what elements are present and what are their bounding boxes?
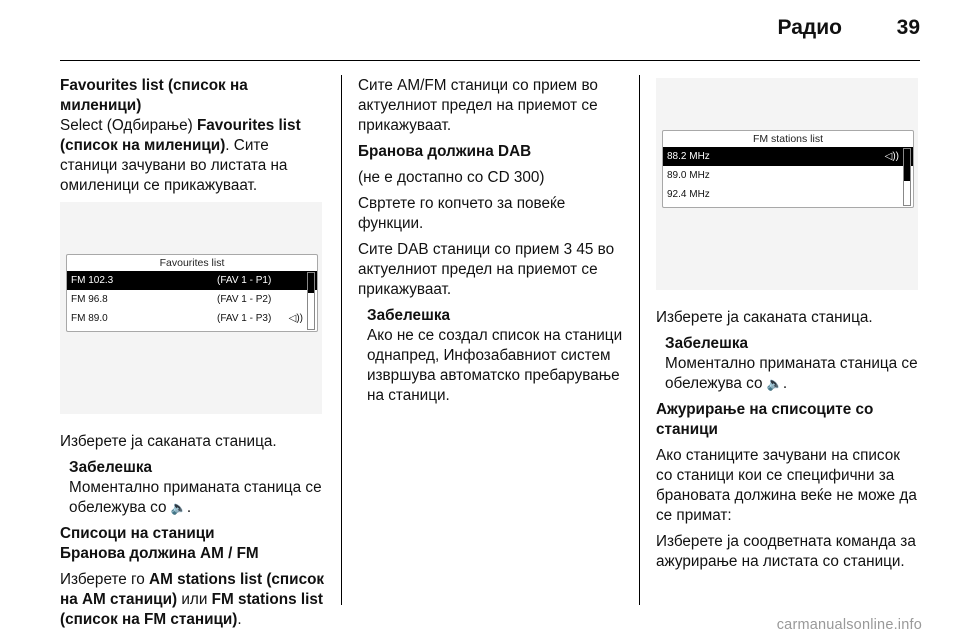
column-divider [639,75,640,605]
page-header [0,0,960,60]
update-lists-heading: Ажурирање на списоците со станици [656,401,874,438]
fm-list-screenshot [656,78,918,290]
dab-availability: (не е достапно со CD 300) [358,169,545,186]
note-text: Ако не се создал список на станици однапред, Инфозабавниот систем извршува автоматско пребарување на станици. [367,327,623,404]
note-text: Моментално примaната станица се обележува со 🔈. [665,355,918,392]
column-divider [341,75,342,605]
scrollbar [903,148,911,206]
update-condition: Ако станиците зачувани на список со станици кои се специфични за брановата должина веќе не може да се примат: [656,447,917,524]
display-title: Favourites list [159,257,225,269]
note-block [358,306,626,406]
update-instruction: Изберете ја соодветната команда за ажурирање на листата со станици. [656,533,916,570]
speaker-icon: 🔈 [170,500,187,515]
scrollbar-thumb [308,273,314,293]
scrollbar-thumb [904,149,910,181]
list-item: FM 96.8 (FAV 1 - P2) [71,294,272,305]
note-title: Забелешка [69,459,152,476]
list-item: 89.0 MHz [667,170,710,181]
note-title: Забелешка [665,335,748,352]
select-station-text: Изберете ја саканата станица. [60,433,277,450]
display-title: FM stations list [752,133,823,145]
favourites-heading: Favourites list (список на миленици) [60,77,248,114]
list-item: 88.2 MHz ◁)) [663,147,913,166]
favourites-paragraph: Select (Одбирање) Favourites list (список на миленици). Сите станици зачувани во листата на омиленици се прикажуваат. [60,117,301,194]
station-lists-heading: Списоци на станици [60,525,215,542]
favourites-screenshot [60,202,322,414]
note-block [60,458,330,518]
speaker-icon: ◁)) [884,151,899,162]
favourites-menu-term: Favourites list (список на миленици) [60,117,301,154]
speaker-icon: ◁)) [288,313,303,324]
page-number: 39 [896,16,920,39]
speaker-icon: 🔈 [766,376,783,391]
note-text: Моментално примaната станица се обележува со 🔈. [69,479,322,516]
choose-list-paragraph: Изберете го AM stations list (список на AM станици) или FM stations list (список на FM станици). [60,571,325,628]
watermark: carmanualsonline.info [776,617,922,633]
select-station-text: Изберете ја саканата станица. [656,309,873,326]
dab-heading: Бранова должина DAB [358,143,532,160]
list-item: FM 102.3 (FAV 1 - P1) [67,271,317,290]
page-reference: 3 45 [563,241,594,258]
favourites-display [66,254,318,332]
column-1 [60,76,330,636]
note-block [656,334,918,394]
all-stations-paragraph: Сите AM/FM станици со прием во актуелниот предел на приемот се прикажуваат. [358,77,598,134]
list-item: FM 89.0 (FAV 1 - P3) ◁)) [67,309,317,328]
fm-list-display [662,130,914,208]
header-rule [60,60,920,61]
scrollbar [307,272,315,330]
dab-turn-knob: Свртете го копчето за повеќе функции. [358,195,566,232]
column-2 [358,76,626,412]
am-fm-heading: Бранова должина AM / FM [60,545,259,562]
dab-stations-paragraph: Сите DAB станици со прием 3 45 во актуелниот предел на приемот се прикажуваат. [358,241,615,298]
list-item: 92.4 MHz [667,189,710,200]
column-3 [656,76,918,578]
chapter-title: Радио [777,16,842,39]
note-title: Забелешка [367,307,450,324]
